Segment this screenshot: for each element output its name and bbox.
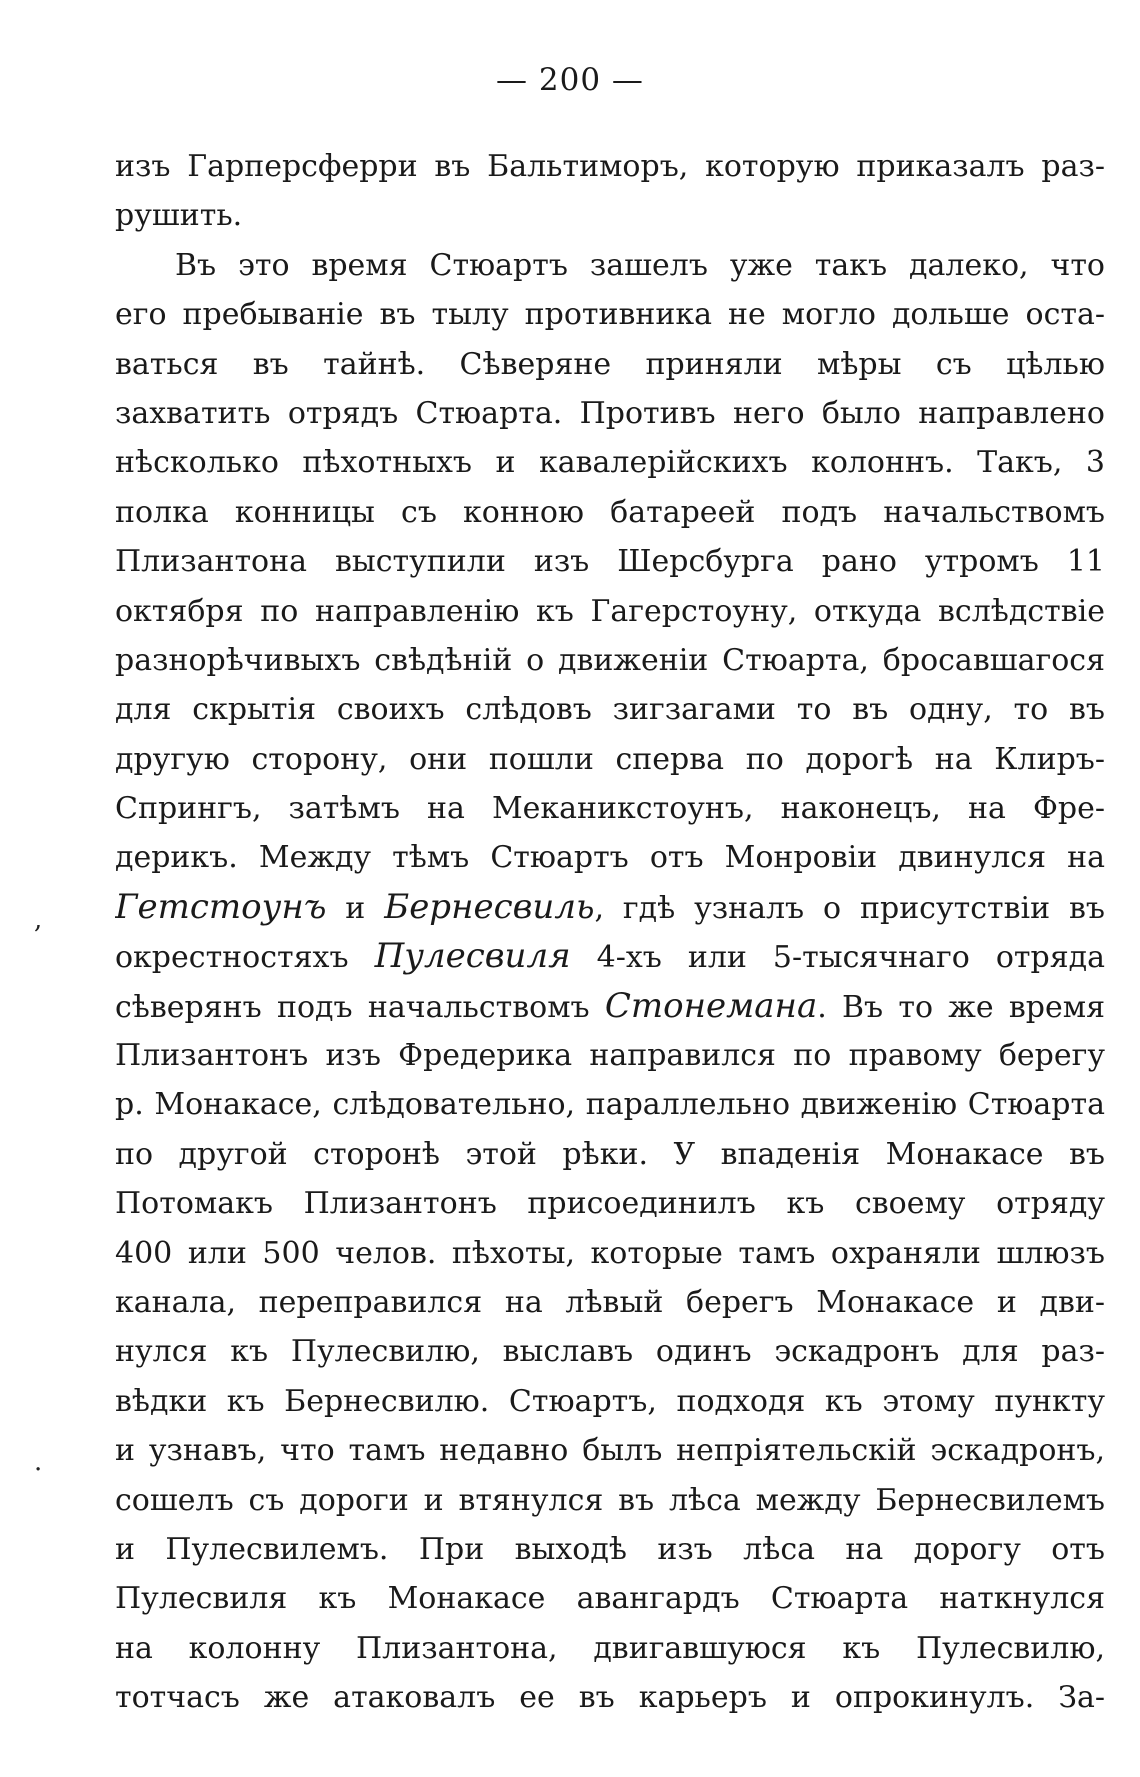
- text-segment: и: [326, 890, 385, 926]
- text-line: [115, 1031, 1105, 1080]
- margin-mark: ·: [34, 1455, 43, 1485]
- text-segment: вѣдки къ Бернесвилю. Стюартъ, подходя къ этому пункту: [115, 1383, 1105, 1419]
- text-segment: рушить.: [115, 198, 243, 234]
- italic-place-name: Стонемана: [604, 985, 818, 1026]
- text-segment: октября по направленію къ Гагерстоуну, откуда вслѣдствіе: [115, 593, 1105, 629]
- text-line: [115, 685, 1105, 734]
- text-line: [115, 982, 1105, 1031]
- text-line: [115, 488, 1105, 537]
- text-segment: сошелъ съ дороги и втянулся въ лѣса между Бернесвилемъ: [115, 1482, 1105, 1518]
- text-segment: тотчасъ же атаковалъ ее въ карьеръ и опрокинулъ. За-: [115, 1680, 1105, 1716]
- text-line: [115, 1624, 1105, 1673]
- text-segment: дерикъ. Между тѣмъ Стюартъ отъ Монровіи двинулся на: [115, 840, 1105, 876]
- text-segment: , гдѣ узналъ о присутствіи въ: [594, 890, 1105, 926]
- text-line: [115, 1673, 1105, 1722]
- body-text: [115, 142, 1105, 1723]
- text-segment: 4-хъ или 5-тысячнаго отряда: [570, 940, 1105, 976]
- text-segment: нѣсколько пѣхотныхъ и кавалерійскихъ колоннъ. Такъ, 3: [115, 445, 1105, 481]
- text-segment: на колонну Плизантона, двигавшуюся къ Пулесвилю,: [115, 1630, 1105, 1666]
- text-line: [115, 833, 1105, 882]
- text-line: [115, 191, 1105, 240]
- text-line: [115, 932, 1105, 981]
- text-segment: Потомакъ Плизантонъ присоединилъ къ своему отряду: [115, 1186, 1105, 1222]
- text-segment: изъ Гарперсферри въ Бальтиморъ, которую приказалъ раз-: [115, 149, 1105, 184]
- text-segment: для скрытія своихъ слѣдовъ зигзагами то въ одну, то въ: [115, 692, 1105, 728]
- text-segment: 400 или 500 челов. пѣхоты, которые тамъ охраняли шлюзъ: [115, 1235, 1105, 1271]
- text-line: [115, 1327, 1105, 1376]
- text-line: [115, 735, 1105, 784]
- text-line: [115, 1179, 1105, 1228]
- italic-place-name: Пулесвиля: [374, 936, 571, 977]
- text-line: [115, 1476, 1105, 1525]
- text-segment: другую сторону, они пошли сперва по дорогѣ на Клиръ-: [115, 741, 1105, 777]
- text-segment: и Пулесвилемъ. При выходѣ изъ лѣса на дорогу отъ: [115, 1531, 1105, 1567]
- italic-place-name: Бернесвиль: [384, 886, 595, 927]
- text-line: [115, 389, 1105, 438]
- text-line: [115, 537, 1105, 586]
- page-number: — 200 —: [496, 62, 644, 98]
- text-segment: Плизантона выступили изъ Шерсбурга рано утромъ 11: [115, 544, 1105, 580]
- text-line: [115, 1130, 1105, 1179]
- text-line: [115, 1377, 1105, 1426]
- text-line: [115, 587, 1105, 636]
- text-segment: разнорѣчивыхъ свѣдѣній о движеніи Стюарта, бросавшагося: [115, 642, 1105, 678]
- text-segment: Спрингъ, затѣмъ на Меканикстоунъ, наконецъ, на Фре-: [115, 791, 1105, 827]
- text-segment: . Въ то же время: [817, 989, 1105, 1025]
- text-segment: сѣверянъ подъ начальствомъ: [115, 989, 605, 1025]
- text-segment: его пребываніе въ тылу противника не могло дольше оста-: [115, 297, 1105, 333]
- text-segment: по другой сторонѣ этой рѣки. У впаденія Монакасе въ: [115, 1136, 1105, 1172]
- text-line: [115, 1574, 1105, 1623]
- text-line: [115, 142, 1105, 191]
- text-line: [115, 1525, 1105, 1574]
- text-segment: Плизантонъ изъ Фредерика направился по правому берегу: [115, 1038, 1105, 1074]
- text-line: [115, 1229, 1105, 1278]
- text-segment: р. Монакасе, слѣдовательно, параллельно движенію Стюарта: [115, 1087, 1105, 1123]
- text-segment: ваться въ тайнѣ. Сѣверяне приняли мѣры съ цѣлью: [115, 346, 1105, 382]
- text-line: [115, 1080, 1105, 1129]
- text-segment: нулся къ Пулесвилю, выславъ одинъ эскадронъ для раз-: [115, 1334, 1105, 1370]
- text-line: [115, 883, 1105, 932]
- text-line: [115, 1426, 1105, 1475]
- text-segment: полка конницы съ конною батареей подъ начальствомъ: [115, 494, 1105, 530]
- text-line: [115, 241, 1105, 290]
- text-segment: канала, переправился на лѣвый берегъ Монакасе и дви-: [115, 1284, 1105, 1320]
- text-line: [115, 636, 1105, 685]
- text-line: [115, 340, 1105, 389]
- text-segment: Пулесвиля къ Монакасе авангардъ Стюарта наткнулся: [115, 1581, 1105, 1617]
- text-segment: захватить отрядъ Стюарта. Противъ него было направлено: [115, 395, 1105, 431]
- text-segment: окрестностяхъ: [115, 940, 375, 976]
- text-line: [115, 290, 1105, 339]
- text-segment: и узнавъ, что тамъ недавно былъ непріятельскій эскадронъ,: [115, 1433, 1105, 1469]
- italic-place-name: Гетстоунъ: [115, 886, 327, 927]
- text-segment: Въ это время Стюартъ зашелъ уже такъ далеко, что: [175, 247, 1105, 283]
- text-line: [115, 784, 1105, 833]
- text-line: [115, 438, 1105, 487]
- margin-mark: ,: [34, 905, 43, 935]
- text-line: [115, 1278, 1105, 1327]
